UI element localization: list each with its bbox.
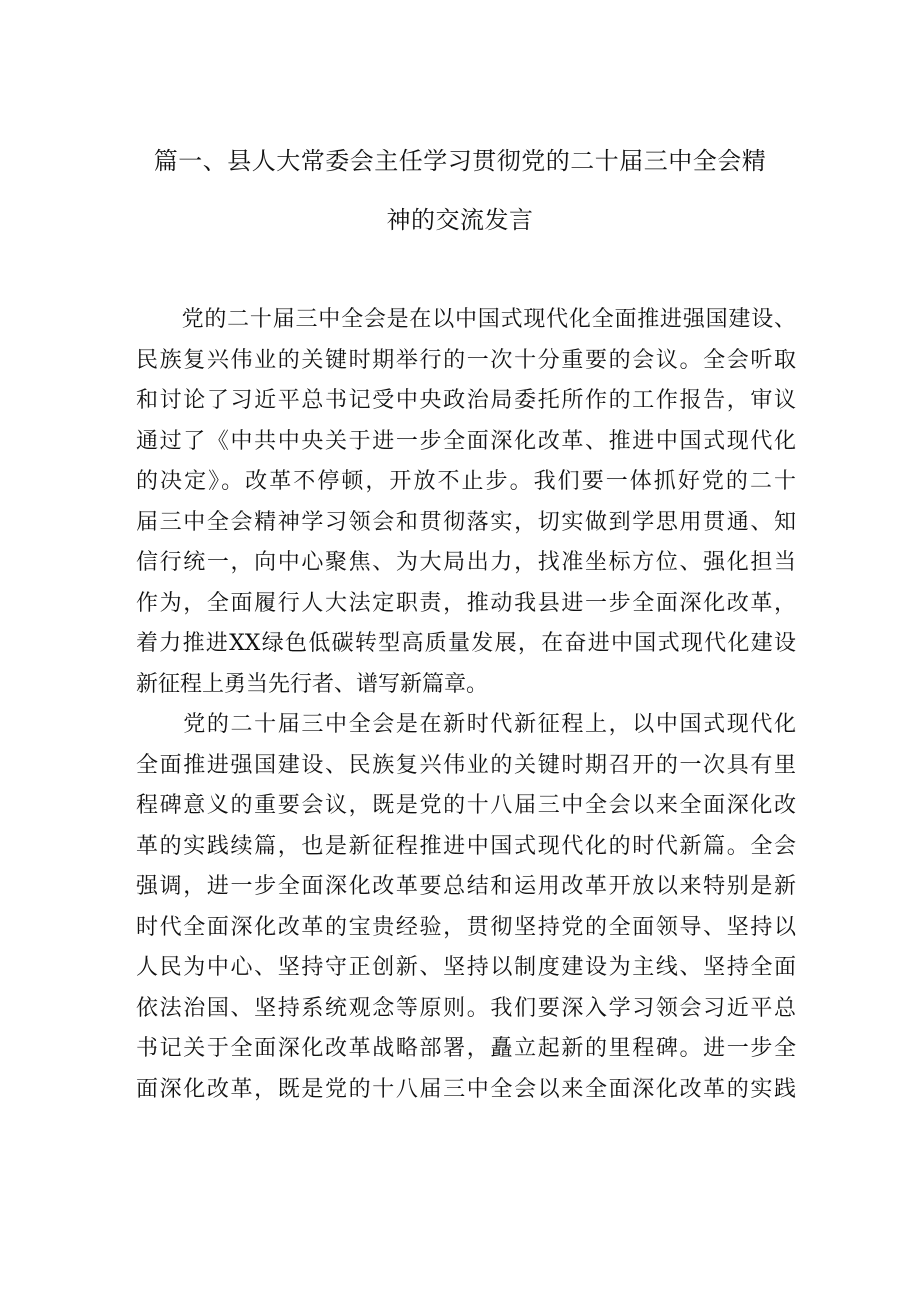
paragraph-line: 书记关于全面深化改革战略部署，矗立起新的里程碑。进一步全 bbox=[136, 1036, 796, 1061]
paragraph-line: 程碑意义的重要会议，既是党的十八届三中全会以来全面深化改 bbox=[136, 793, 796, 818]
paragraph-line: 作为，全面履行人大法定职责，推动我县进一步全面深化改革， bbox=[136, 590, 796, 616]
paragraph-line: 党的二十届三中全会是在新时代新征程上，以中国式现代化 bbox=[136, 712, 796, 737]
paragraph-line: 届三中全会精神学习领会和贯彻落实，切实做到学思用贯通、知 bbox=[136, 509, 796, 535]
paragraph-line: 新征程上勇当先行者、谱写新篇章。 bbox=[136, 671, 489, 697]
paragraph-line: 的决定》。改革不停顿，开放不止步。我们要一体抓好党的二十 bbox=[136, 469, 796, 494]
paragraph-line: 依法治国、坚持系统观念等原则。我们要深入学习领会习近平总 bbox=[136, 995, 796, 1021]
paragraph-line: 全面推进强国建设、民族复兴伟业的关键时期召开的一次具有里 bbox=[136, 752, 796, 778]
paragraph-line: 党的二十届三中全会是在以中国式现代化全面推进强国建设、 bbox=[136, 307, 796, 332]
paragraph-line: 民族复兴伟业的关键时期举行的一次十分重要的会议。全会听取 bbox=[136, 347, 796, 373]
paragraph-line: 强调，进一步全面深化改革要总结和运用改革开放以来特别是新 bbox=[136, 874, 796, 899]
paragraph-1 bbox=[136, 300, 796, 705]
paragraph-line: 通过了《中共中央关于进一步全面深化改革、推进中国式现代化 bbox=[136, 428, 796, 454]
paragraph-line: 人民为中心、坚持守正创新、坚持以制度建设为主线、坚持全面 bbox=[136, 955, 796, 980]
paragraph-line: 信行统一，向中心聚焦、为大局出力，找准坐标方位、强化担当 bbox=[136, 550, 796, 575]
paragraph-line: 面深化改革，既是党的十八届三中全会以来全面深化改革的实践 bbox=[136, 1076, 796, 1102]
paragraph-line: 着力推进XX绿色低碳转型高质量发展，在奋进中国式现代化建设 bbox=[136, 631, 796, 656]
paragraph-line: 和讨论了习近平总书记受中央政治局委托所作的工作报告，审议 bbox=[136, 388, 796, 413]
paragraph-line: 革的实践续篇，也是新征程推进中国式现代化的时代新篇。全会 bbox=[136, 833, 796, 859]
paragraph-2 bbox=[136, 705, 796, 1110]
document-title-line-2: 神的交流发言 bbox=[386, 206, 534, 234]
paragraph-line: 时代全面深化改革的宝贵经验，贯彻坚持党的全面领导、坚持以 bbox=[136, 914, 796, 940]
document-title-line-1: 篇一、县人大常委会主任学习贯彻党的二十届三中全会精 bbox=[153, 147, 767, 175]
